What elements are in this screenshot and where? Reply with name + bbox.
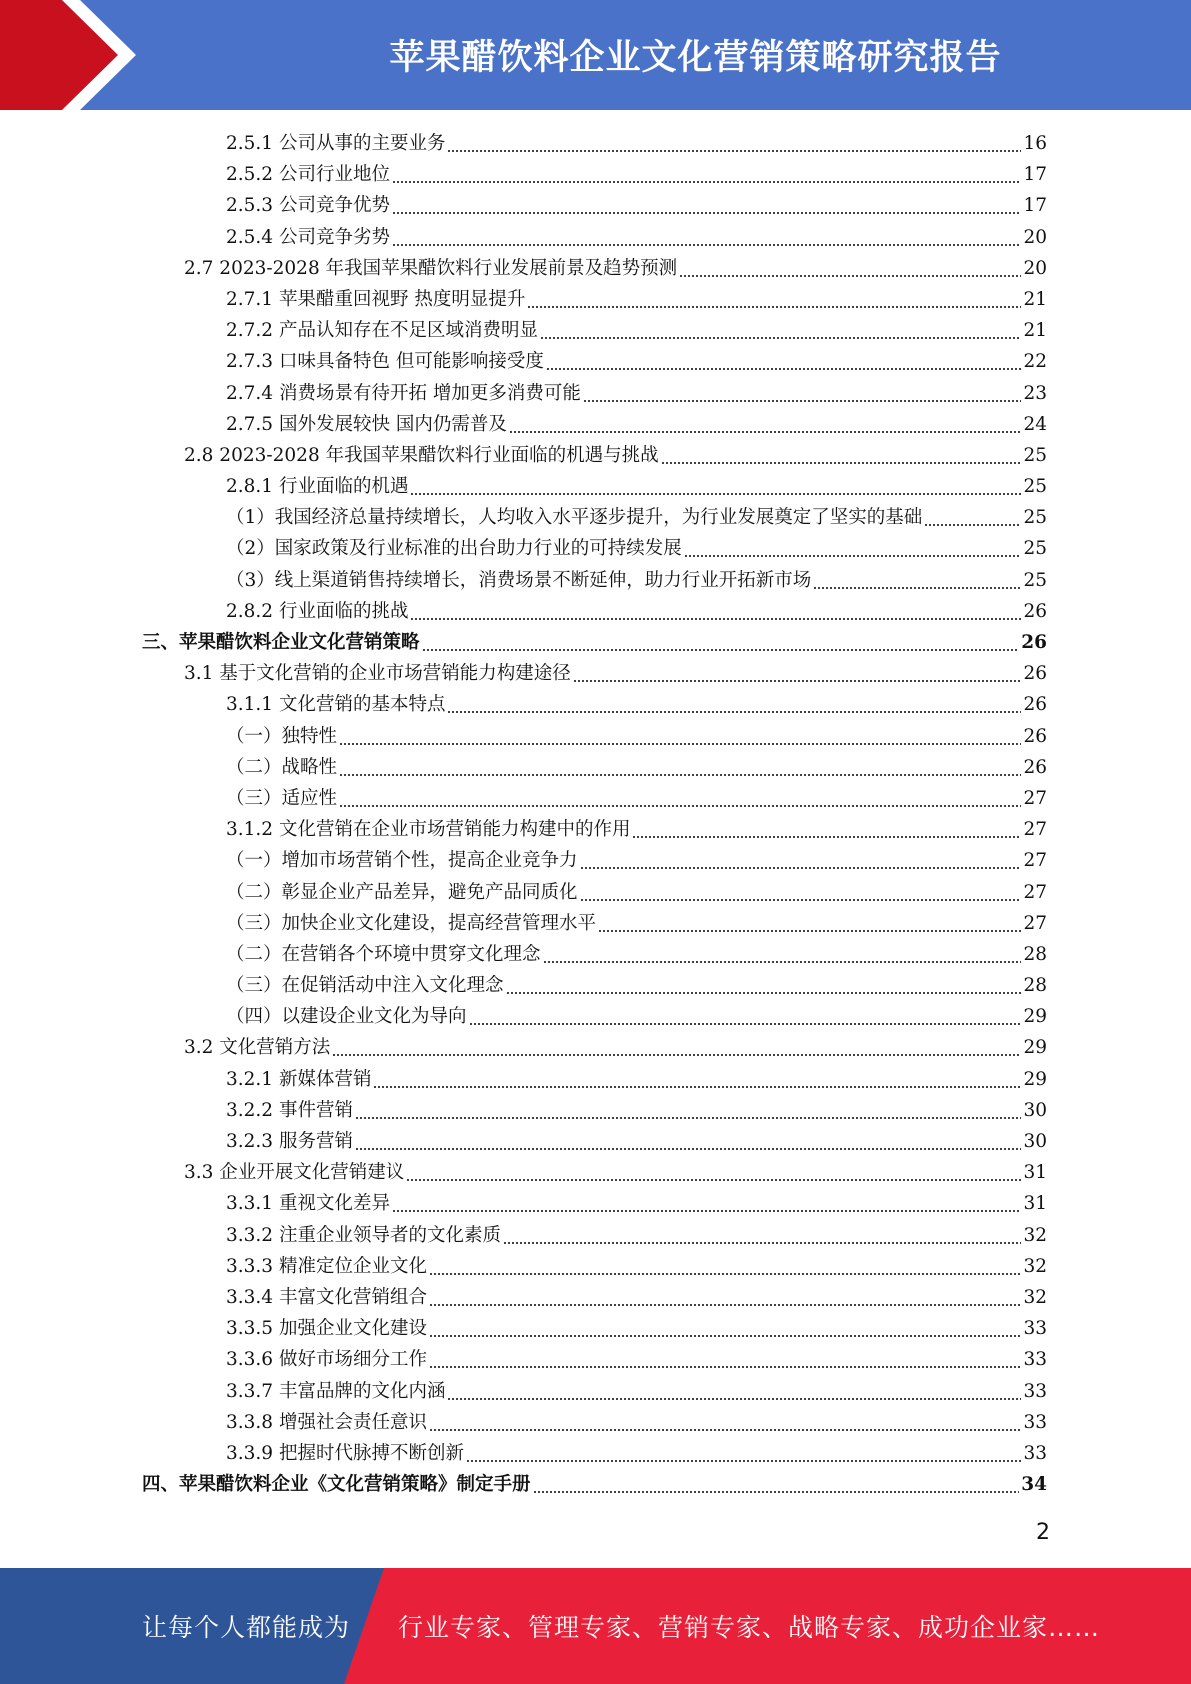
toc-entry-label: 3.3.4 丰富文化营销组合: [226, 1286, 427, 1308]
toc-entry[interactable]: [0, 502, 1191, 533]
toc-entry[interactable]: [0, 315, 1191, 346]
toc-dot-leader: [924, 502, 1021, 533]
toc-entry-label: 2.5.4 公司竞争劣势: [226, 226, 390, 248]
toc-dot-leader: [447, 128, 1021, 159]
toc-dot-leader: [355, 1126, 1022, 1157]
toc-entry-page: 26: [1023, 663, 1047, 685]
toc-entry-page: 20: [1023, 226, 1047, 248]
toc-entry-label: （1）我国经济总量持续增长，人均收入水平逐步提升，为行业发展奠定了坚实的基础: [226, 507, 923, 529]
toc-entry-label: （2）国家政策及行业标准的出台助力行业的可持续发展: [226, 538, 682, 560]
toc-entry-page: 31: [1023, 1193, 1047, 1215]
toc-entry[interactable]: [0, 533, 1191, 564]
toc-entry-label: 2.7.5 国外发展较快 国内仍需普及: [226, 413, 507, 435]
toc-entry-page: 27: [1023, 912, 1047, 934]
toc-dot-leader: [429, 1251, 1021, 1282]
toc-entry-page: 33: [1023, 1349, 1047, 1371]
toc-entry-page: 32: [1023, 1286, 1047, 1308]
toc-entry-label: 3.3.7 丰富品牌的文化内涵: [226, 1380, 446, 1402]
toc-entry-label: 3.3.9 把握时代脉搏不断创新: [226, 1442, 464, 1464]
toc-entry-label: 2.7.2 产品认知存在不足区域消费明显: [226, 320, 538, 342]
toc-entry-page: 32: [1023, 1255, 1047, 1277]
toc-dot-leader: [813, 565, 1021, 596]
toc-entry[interactable]: [0, 190, 1191, 221]
toc-entry-label: （3）线上渠道销售持续增长，消费场景不断延伸，助力行业开拓新市场: [226, 569, 812, 591]
toc-entry-page: 26: [1023, 600, 1047, 622]
toc-entry-page: 16: [1023, 133, 1047, 154]
toc-entry[interactable]: [0, 1313, 1191, 1344]
toc-entry-page: 24: [1023, 413, 1047, 435]
toc-entry-page: 27: [1023, 881, 1047, 903]
toc-dot-leader: [583, 378, 1022, 409]
toc-entry[interactable]: [0, 1064, 1191, 1095]
toc-entry[interactable]: [0, 877, 1191, 908]
toc-entry-label: 2.7.3 口味具备特色 但可能影响接受度: [226, 351, 544, 373]
toc-entry-label: 3.3.3 精准定位企业文化: [226, 1255, 427, 1277]
toc-dot-leader: [332, 1032, 1021, 1063]
toc-entry-label: （二）彰显企业产品差异，避免产品同质化: [226, 881, 578, 903]
toc-dot-leader: [392, 190, 1021, 221]
toc-dot-leader: [373, 1064, 1021, 1095]
toc-entry-label: 2.5.2 公司行业地位: [226, 164, 390, 186]
toc-entry[interactable]: [0, 970, 1191, 1001]
toc-dot-leader: [429, 1344, 1021, 1375]
toc-entry-label: （一）独特性: [226, 725, 338, 747]
toc-entry-label: 2.7 2023-2028 年我国苹果醋饮料行业发展前景及趋势预测: [184, 257, 678, 279]
toc-entry[interactable]: [0, 1376, 1191, 1407]
toc-entry[interactable]: [0, 471, 1191, 502]
toc-entry[interactable]: [0, 1188, 1191, 1219]
toc-entry-page: 25: [1023, 569, 1047, 591]
toc-dot-leader: [503, 1220, 1021, 1251]
page-header: [0, 0, 1191, 110]
toc-entry[interactable]: [0, 814, 1191, 845]
toc-entry[interactable]: [0, 1220, 1191, 1251]
toc-entry-label: 2.5.1 公司从事的主要业务: [226, 133, 446, 154]
toc-entry-label: 3.2.1 新媒体营销: [226, 1068, 372, 1090]
toc-entry-label: 3.1 基于文化营销的企业市场营销能力构建途径: [184, 663, 571, 685]
toc-entry[interactable]: [0, 1157, 1191, 1188]
toc-dot-leader: [392, 222, 1021, 253]
toc-entry[interactable]: [0, 658, 1191, 689]
toc-entry[interactable]: [0, 1126, 1191, 1157]
page-number: 2: [1036, 1520, 1050, 1545]
toc-entry[interactable]: [0, 1407, 1191, 1438]
toc-dot-leader: [429, 1407, 1021, 1438]
toc-entry-page: 29: [1023, 1037, 1047, 1059]
toc-entry[interactable]: [0, 689, 1191, 720]
toc-dot-leader: [506, 970, 1022, 1001]
toc-entry[interactable]: [0, 346, 1191, 377]
toc-entry[interactable]: [0, 565, 1191, 596]
page-footer: [0, 1568, 1191, 1684]
toc-entry-label: 三、苹果醋饮料企业文化营销策略: [142, 632, 420, 653]
toc-entry[interactable]: [0, 128, 1191, 159]
toc-entry-page: 26: [1023, 694, 1047, 716]
toc-entry-label: （一）增加市场营销个性，提高企业竞争力: [226, 850, 578, 872]
toc-dot-leader: [632, 814, 1021, 845]
toc-entry-label: 3.1.2 文化营销在企业市场营销能力构建中的作用: [226, 819, 631, 841]
toc-entry-label: 3.3.1 重视文化差异: [226, 1193, 390, 1215]
toc-entry[interactable]: [0, 939, 1191, 970]
toc-dot-leader: [469, 1001, 1022, 1032]
toc-entry-page: 29: [1023, 1006, 1047, 1028]
toc-entry[interactable]: [0, 1095, 1191, 1126]
toc-entry[interactable]: [0, 596, 1191, 627]
toc-dot-leader: [422, 627, 1020, 658]
toc-entry[interactable]: [0, 440, 1191, 471]
toc-entry[interactable]: [0, 908, 1191, 939]
footer-slogan-right: 行业专家、管理专家、营销专家、战略专家、成功企业家……: [398, 1613, 1101, 1642]
toc-entry[interactable]: [0, 284, 1191, 315]
table-of-contents: [0, 128, 1191, 1500]
toc-entry-label: 3.1.1 文化营销的基本特点: [226, 694, 446, 716]
toc-dot-leader: [355, 1095, 1022, 1126]
toc-entry[interactable]: [0, 1344, 1191, 1375]
toc-dot-leader: [339, 721, 1021, 752]
toc-entry-page: 27: [1023, 819, 1047, 841]
toc-dot-leader: [580, 845, 1022, 876]
toc-dot-leader: [429, 1282, 1021, 1313]
toc-dot-leader: [679, 253, 1021, 284]
toc-entry-label: 3.3 企业开展文化营销建议: [184, 1162, 405, 1184]
toc-entry-page: 33: [1023, 1411, 1047, 1433]
toc-entry-label: 2.8 2023-2028 年我国苹果醋饮料行业面临的机遇与挑战: [184, 444, 659, 466]
toc-dot-leader: [598, 908, 1021, 939]
toc-entry-page: 34: [1021, 1474, 1047, 1496]
toc-dot-leader: [447, 689, 1021, 720]
toc-entry-page: 28: [1023, 975, 1047, 997]
toc-dot-leader: [392, 159, 1021, 190]
toc-dot-leader: [339, 783, 1021, 814]
toc-entry-label: 3.3.5 加强企业文化建设: [226, 1318, 427, 1340]
toc-dot-leader: [684, 533, 1022, 564]
header-arrow-decoration: [0, 0, 200, 110]
toc-entry-label: （三）在促销活动中注入文化理念: [226, 975, 504, 997]
toc-entry[interactable]: [0, 845, 1191, 876]
toc-entry-page: 25: [1023, 507, 1047, 529]
toc-entry-page: 32: [1023, 1224, 1047, 1246]
toc-entry-page: 20: [1023, 257, 1047, 279]
toc-entry[interactable]: [0, 1251, 1191, 1282]
toc-chapter[interactable]: [0, 1469, 1191, 1500]
toc-entry[interactable]: [0, 783, 1191, 814]
toc-entry-page: 31: [1023, 1162, 1047, 1184]
toc-entry-label: （三）加快企业文化建设，提高经营管理水平: [226, 912, 597, 934]
toc-entry[interactable]: [0, 1282, 1191, 1313]
toc-chapter[interactable]: [0, 627, 1191, 658]
toc-dot-leader: [540, 315, 1021, 346]
toc-entry-label: 3.2 文化营销方法: [184, 1037, 331, 1059]
footer-slogan-left: 让每个人都能成为: [142, 1613, 351, 1642]
toc-entry-page: 27: [1023, 850, 1047, 872]
toc-entry-label: 3.3.8 增强社会责任意识: [226, 1411, 427, 1433]
toc-dot-leader: [661, 440, 1022, 471]
toc-entry-page: 21: [1023, 288, 1047, 310]
toc-entry-page: 17: [1023, 164, 1047, 186]
toc-entry-page: 26: [1021, 632, 1047, 653]
toc-entry-page: 28: [1023, 943, 1047, 965]
toc-dot-leader: [410, 471, 1021, 502]
toc-dot-leader: [546, 346, 1022, 377]
toc-dot-leader: [392, 1188, 1021, 1219]
toc-entry-label: 3.2.3 服务营销: [226, 1131, 353, 1152]
toc-entry-label: （四）以建设企业文化为导向: [226, 1006, 467, 1028]
toc-entry-page: 22: [1023, 351, 1047, 373]
toc-entry-page: 29: [1023, 1068, 1047, 1090]
toc-entry-page: 26: [1023, 725, 1047, 747]
toc-dot-leader: [466, 1438, 1021, 1469]
toc-entry-page: 33: [1023, 1318, 1047, 1340]
toc-entry-label: （二）在营销各个环境中贯穿文化理念: [226, 943, 541, 965]
toc-entry-label: （二）战略性: [226, 756, 338, 778]
toc-entry-label: （三）适应性: [226, 787, 338, 809]
toc-entry-page: 23: [1023, 382, 1047, 404]
report-title: 苹果醋饮料企业文化营销策略研究报告: [389, 38, 1002, 78]
toc-entry-label: 2.5.3 公司竞争优势: [226, 195, 390, 217]
toc-entry-label: 2.8.1 行业面临的机遇: [226, 476, 409, 498]
toc-entry-page: 33: [1023, 1442, 1047, 1464]
toc-entry-page: 33: [1023, 1380, 1047, 1402]
toc-entry[interactable]: [0, 253, 1191, 284]
toc-entry-label: 2.8.2 行业面临的挑战: [226, 600, 409, 622]
toc-entry[interactable]: [0, 378, 1191, 409]
toc-entry-label: 3.3.6 做好市场细分工作: [226, 1349, 427, 1371]
toc-entry[interactable]: [0, 409, 1191, 440]
toc-entry-page: 27: [1023, 787, 1047, 809]
toc-entry-page: 25: [1023, 538, 1047, 560]
toc-entry-page: 25: [1023, 476, 1047, 498]
toc-entry-label: 2.7.1 苹果醋重回视野 热度明显提升: [226, 288, 526, 310]
toc-entry-page: 26: [1023, 756, 1047, 778]
toc-entry-label: 3.3.2 注重企业领导者的文化素质: [226, 1224, 501, 1246]
toc-entry[interactable]: [0, 721, 1191, 752]
toc-dot-leader: [527, 284, 1021, 315]
toc-dot-leader: [580, 877, 1022, 908]
toc-dot-leader: [339, 752, 1021, 783]
toc-entry[interactable]: [0, 752, 1191, 783]
toc-dot-leader: [573, 658, 1022, 689]
toc-entry-label: 四、苹果醋饮料企业《文化营销策略》制定手册: [142, 1474, 531, 1496]
toc-entry[interactable]: [0, 1438, 1191, 1469]
toc-entry[interactable]: [0, 1001, 1191, 1032]
toc-entry-page: 25: [1023, 444, 1047, 466]
toc-entry-page: 30: [1023, 1131, 1047, 1152]
toc-entry-page: 21: [1023, 320, 1047, 342]
toc-entry[interactable]: [0, 159, 1191, 190]
toc-entry-page: 30: [1023, 1099, 1047, 1121]
toc-dot-leader: [509, 409, 1022, 440]
toc-dot-leader: [406, 1157, 1021, 1188]
toc-dot-leader: [447, 1376, 1021, 1407]
toc-entry[interactable]: [0, 222, 1191, 253]
toc-dot-leader: [429, 1313, 1021, 1344]
toc-dot-leader: [533, 1469, 1020, 1500]
toc-entry-label: 2.7.4 消费场景有待开拓 增加更多消费可能: [226, 382, 581, 404]
toc-entry[interactable]: [0, 1032, 1191, 1063]
toc-entry-label: 3.2.2 事件营销: [226, 1099, 353, 1121]
toc-entry-page: 17: [1023, 195, 1047, 217]
toc-dot-leader: [410, 596, 1021, 627]
toc-dot-leader: [543, 939, 1022, 970]
